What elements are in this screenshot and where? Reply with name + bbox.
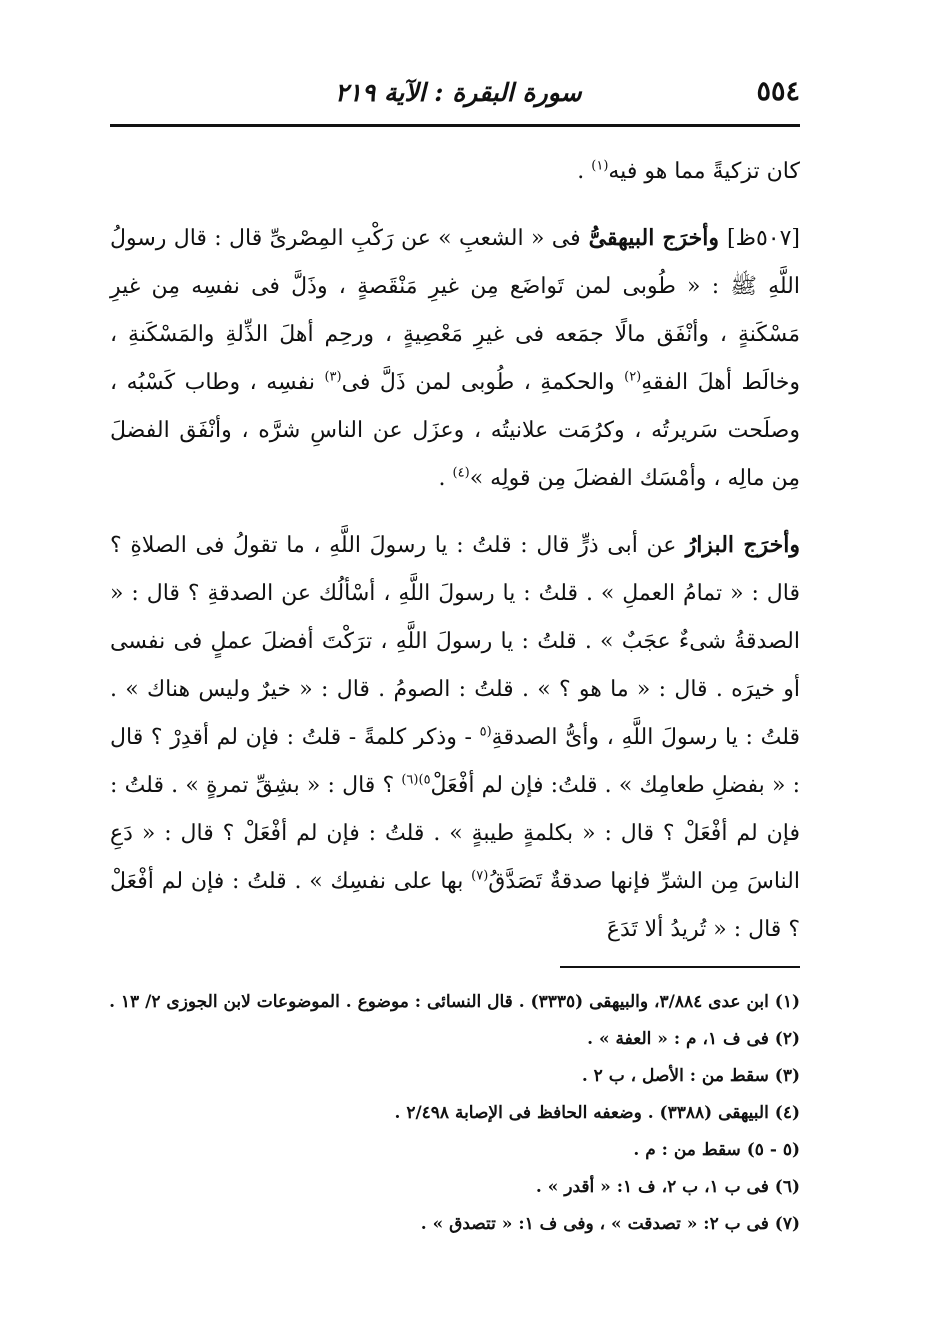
paragraph-text: عن أبى ذرٍّ قال : قلتُ : يا رسولَ اللَّهِ ، ما تقولُ فى الصلاةِ ؟ قال : « تمامُ العملِ » . قلتُ : يا رسولَ اللَّهِ ، أسْألُك عن الصدقةِ ؟ قال : « الصدقةُ شىءٌ عجَبٌ » . قلتُ : يا رسولَ اللَّهِ ، ترَكْتَ أفضلَ عملٍ فى نفسى أو خيرَه . قال : « ما هو ؟ » . قلتُ : الصومُ . قال : « خيرٌ وليس هناك » . قلتُ : يا رسولَ اللَّهِ ، وأىُّ الصدقةِ [110, 533, 801, 750]
paragraph-text: . [577, 159, 592, 184]
footnote-7: (٧) فى ب ٢: « تصدقت » ، وفى ف ١: « تتصدق » . [420, 1214, 800, 1234]
footnote-1: (١) ابن عدى ٣/٨٨٤، والبيهقى (٣٣٣٥) . قال النسائى : موضوع . الموضوعات لابن الجوزى ٢/ ١٣ . [109, 992, 800, 1012]
footnote-mark: (٢) [624, 369, 642, 385]
footnote-mark: (١) [591, 158, 609, 174]
header-rule [110, 124, 800, 127]
footnote-mark: (٧) [471, 868, 489, 884]
footnotes [110, 984, 800, 1243]
footnote-3: (٣) سقط من : الأصل ، ب ٢ . [581, 1066, 800, 1086]
paragraph-text: كان تزكيةً مما هو فيه [608, 159, 800, 184]
narration-lead: وأخرَج البيهقىُّ [580, 225, 728, 251]
paragraph-text: - وذكر كلمةً - قلتُ : فإن لم أقدِرْ ؟ قال : « بفضلِ طعامِك » . قلتُ: فإن لم أفْعَلْ [110, 725, 800, 798]
footnote-mark: (٤) [452, 465, 470, 481]
footnote-mark: ٥)(٦) [401, 772, 431, 788]
paragraph-text: . [438, 466, 453, 491]
footnote-rule [560, 966, 800, 968]
footnote-2: (٢) فى ف ١، م : « العفة » . [587, 1029, 800, 1049]
footnote-5: (٥ - ٥) سقط من : م . [633, 1140, 800, 1160]
paragraph-text: فى « الشعبِ » عن رَكْبِ المِصْرىِّ قال : قال رسولُ اللَّهِ ﷺ : « طُوبى لمن تَواضَع مِن غيرِ مَنْقَصةٍ ، وذَلَّ فى نفسِه مِن غيرِ مَسْكَنةٍ ، وأنْفَق مالًا جمَعه فى غيرِ مَعْصِيةٍ ، ورحِم أهلَ الذِّلةِ والمَسْكَنةِ ، وخالَط أهلَ الفقهِ [110, 226, 800, 395]
paragraph-1 [110, 148, 800, 196]
paragraph-3 [110, 521, 800, 954]
footnote-mark: (٥ [479, 724, 492, 740]
running-title: سورة البقرة : الآية ٢١٩ [335, 78, 582, 107]
paragraph-2 [110, 214, 800, 503]
manuscript-folio: [٥٠٧ظ] [727, 226, 800, 251]
paragraph-text: نفسِه ، وطاب كَسْبُه ، وصلَحت سَريرتُه ، وكرُمَت علانيتُه ، وعزَل عن الناسِ شرَّه ، وأنْفَق الفضلَ مِن مالِه ، وأمْسَك الفضلَ مِن قولِه » [110, 370, 800, 491]
footnote-4: (٤) البيهقى (٣٣٨٨) . وضعفه الحافظ فى الإصابة ٢/٤٩٨ . [394, 1103, 800, 1123]
paragraph-text: بها على نفسِك » . قلتُ : فإن لم أفْعَلْ ؟ قال : « تُريدُ ألا تَدَعَ [110, 869, 800, 942]
paragraph-text: ؟ قال : « بشِقِّ تمرةٍ » . قلتُ : فإن لم أفْعَلْ ؟ قال : « بكلمةٍ طيبةٍ » . قلتُ : فإن لم أفْعَلْ ؟ قال : « دَعِ الناسَ مِن الشرِّ فإنها صدقةٌ تَصَدَّقُ [110, 773, 800, 894]
footnote-mark: (٣) [324, 369, 342, 385]
main-text [110, 148, 800, 954]
paragraph-text: والحكمةِ ، طُوبى لمن ذَلَّ فى [341, 370, 625, 395]
page-number: ٥٥٤ [756, 76, 800, 107]
running-header [110, 72, 800, 116]
footnote-6: (٦) فى ب ١، ب ٢، ف ١: « أقدر » . [535, 1177, 800, 1197]
narration-lead: وأخرَج البزارُ [676, 532, 801, 558]
